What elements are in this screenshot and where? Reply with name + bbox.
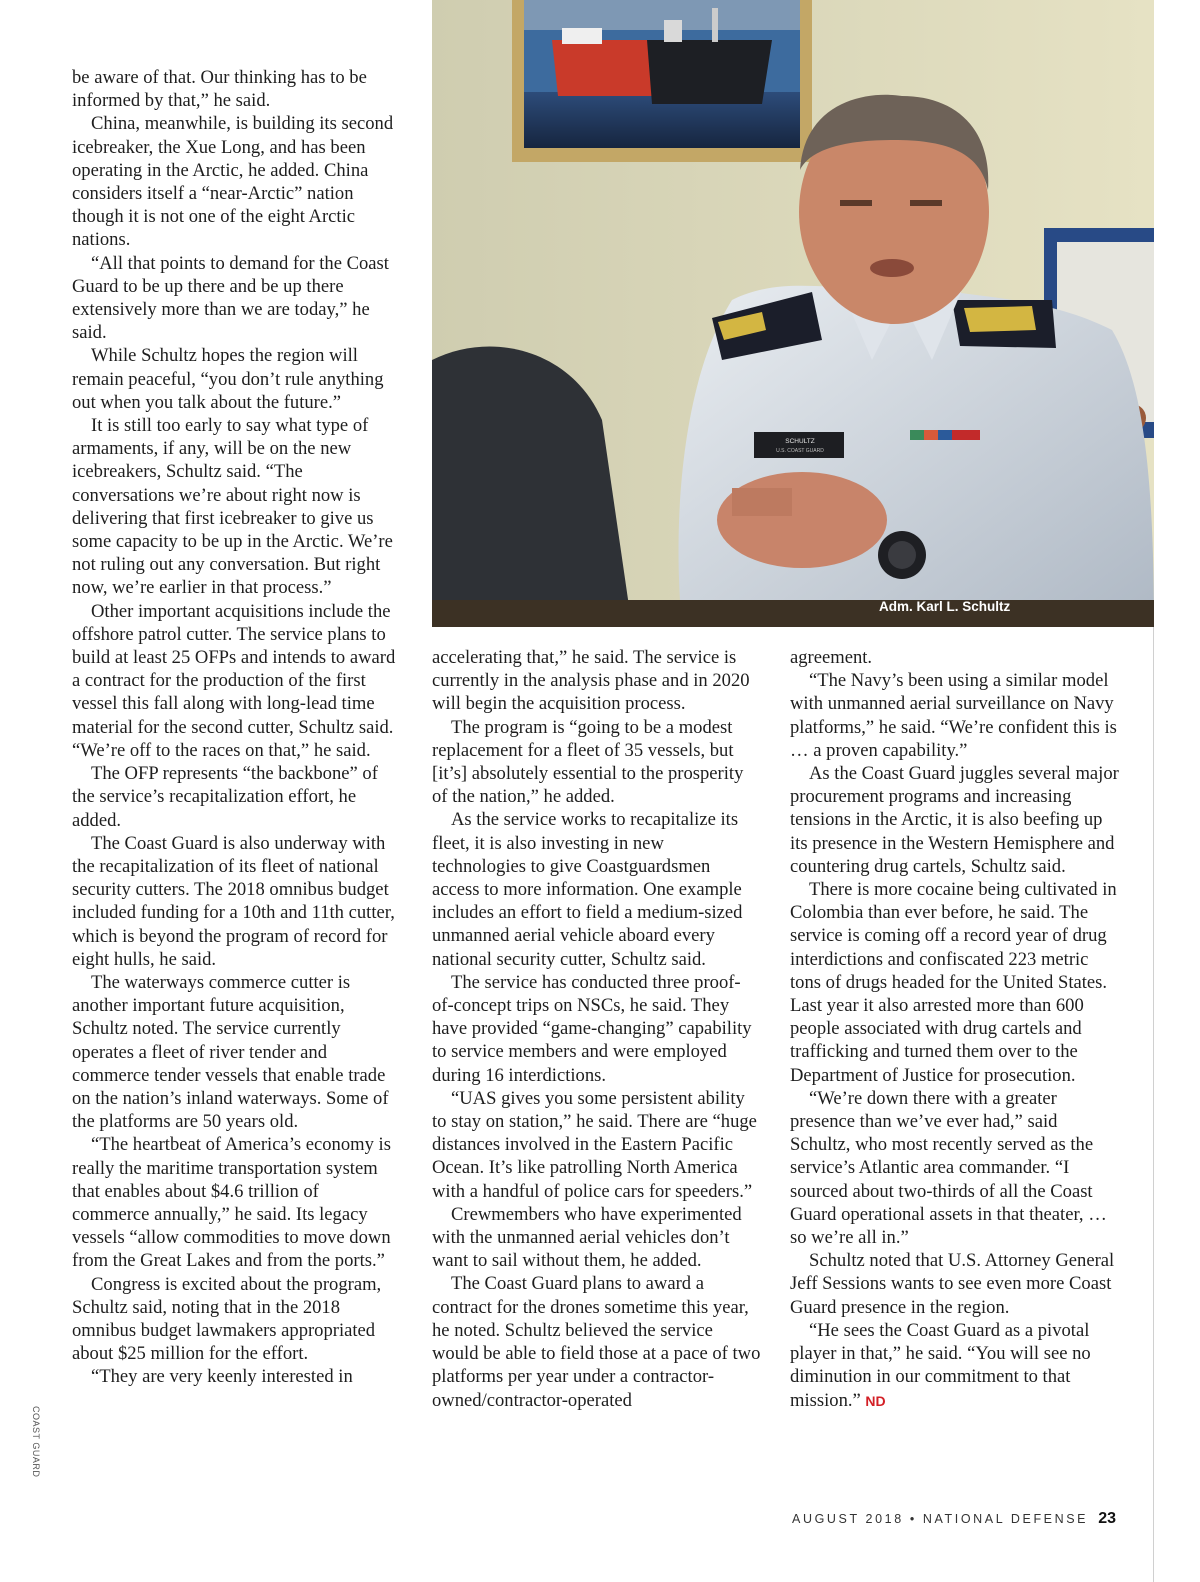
paragraph: The service has conducted three proof-of-concept trips on NSCs, he said. They have provided “game-changing” capability to service members and were employed during 16 interdictions. (432, 971, 752, 1086)
paragraph: While Schultz hopes the region will remain peaceful, “you don’t rule anything out when you talk about the future.” (72, 345, 384, 413)
paragraph: “They are very keenly interested in (91, 1366, 353, 1388)
paragraph: be aware of that. Our thinking has to be informed by that,” he said. (72, 67, 367, 112)
paragraph: The Coast Guard plans to award a contract for the drones sometime this year, he noted. Schultz believed the service would be able to field those at a pace of two platforms per year under a contractor-owned/contractor-operated (432, 1273, 761, 1411)
final-paragraph-text: “He sees the Coast Guard as a pivotal player in that,” he said. “You will see no diminution in our commitment to that mission.” (790, 1319, 1091, 1411)
name-tag-line2: U.S. COAST GUARD (776, 448, 824, 454)
photo-illustration (432, 0, 1154, 627)
paragraph: Schultz noted that U.S. Attorney General Jeff Sessions wants to see even more Coast Guard presence in the region. (790, 1250, 1115, 1318)
article-column-1 (72, 66, 399, 1389)
wall-painting (512, 0, 812, 162)
photo-adm-schultz (432, 0, 1154, 627)
article-column-3 (790, 646, 1120, 1413)
paragraph: There is more cocaine being cultivated in Colombia than ever before, he said. The service is coming off a record year of drug interdictions and confiscated 223 metric tons of drugs headed for the United States. Last year it also arrested more than 600 people associated with drug cartels and trafficking and turned them over to the Department of Justice for prosecution. (790, 879, 1117, 1086)
section-side-label: COAST GUARD (31, 1406, 41, 1478)
name-tag (754, 432, 844, 458)
footer-issue: AUGUST 2018 • NATIONAL DEFENSE (792, 1512, 1089, 1526)
paragraph (790, 1319, 1120, 1413)
paragraph: As the Coast Guard juggles several major procurement programs and increasing tensions in the Arctic, it is also beefing up its presence in the Western Hemisphere and countering drug cartels, Schultz said. (790, 763, 1119, 877)
paragraph: “We’re down there with a greater presence than we’ve ever had,” said Schultz, who most recently served as the service’s Atlantic area commander. “I sourced about two-thirds of all the Coast Guard operational assets in that theater, … so we’re all in.” (790, 1087, 1107, 1249)
paragraph: Other important acquisitions include the offshore patrol cutter. The service plans to build at least 25 OFPs and intends to award a contract for the production of the first vessel this fall along with long-lead time material for the second cutter, Schultz said. “We’re off to the races on that,” he said. (72, 600, 396, 761)
paragraph: “UAS gives you some persistent ability to stay on station,” he said. There are “huge distances involved in the Eastern Pacific Ocean. It’s like patrolling North America with a handful of police cars for speeders.” (432, 1087, 757, 1202)
page-number: 23 (1098, 1510, 1116, 1527)
paragraph: China, meanwhile, is building its second icebreaker, the Xue Long, and has been operating in the Arctic, he added. China considers itself a “near-Arctic” nation though it is not one of the eight Arctic nations. (72, 113, 394, 251)
clasped-hands (717, 472, 887, 568)
photo-caption: Adm. Karl L. Schultz (879, 599, 1011, 614)
ribbon-bars (910, 430, 980, 440)
paragraph: accelerating that,” he said. The service is currently in the analysis phase and in 2020 will begin the acquisition process. (432, 647, 750, 715)
paragraph: As the service works to recapitalize its fleet, it is also investing in new technologies to give Coastguardsmen access to more information. One example includes an effort to field a medium-sized unmanned aerial vehicle aboard every national security cutter, Schultz said. (432, 809, 743, 970)
paragraph: Congress is excited about the program, Schultz said, noting that in the 2018 omnibus budget lawmakers appropriated about $25 million for the effort. (72, 1273, 382, 1365)
end-mark: ND (865, 1392, 886, 1409)
table-edge (432, 600, 1154, 627)
paragraph: The OFP represents “the backbone” of the service’s recapitalization effort, he added. (72, 763, 378, 831)
paragraph: “The Navy’s been using a similar model with unmanned aerial surveillance on Navy platforms,” he said. “We’re confident this is … a proven capability.” (790, 670, 1117, 761)
paragraph: The Coast Guard is also underway with the recapitalization of its fleet of national security cutters. The 2018 omnibus budget included funding for a 10th and 11th cutter, which is beyond the program of record for eight hulls, he said. (72, 832, 395, 970)
paragraph: agreement. (790, 647, 873, 668)
paragraph: The waterways commerce cutter is another important future acquisition, Schultz noted. The service currently operates a fleet of river tender and commerce tender vessels that enable trade on the nation’s inland waterways. Some of the platforms are 50 years old. (72, 971, 389, 1133)
page-footer (792, 1510, 1116, 1528)
paragraph: Crewmembers who have experimented with the unmanned aerial vehicles don’t want to sail without them, he added. (432, 1203, 742, 1272)
article-column-2 (432, 646, 762, 1412)
paragraph: The program is “going to be a modest replacement for a fleet of 35 vessels, but [it’s] absolutely essential to the prosperity of the nation,” he added. (432, 716, 744, 808)
paragraph: It is still too early to say what type of armaments, if any, will be on the new icebreakers, Schultz said. “The conversations we’re about right now is delivering that first icebreaker to give us some capacity to be up in the Arctic. We’re not ruling out any conversation. But right now, we’re earlier in that process.” (72, 415, 393, 599)
paragraph: “The heartbeat of America’s economy is really the maritime transportation system that enables about $4.6 trillion of commerce annually,” he said. Its legacy vessels “allow commodities to move down from the Great Lakes and from the ports.” (72, 1134, 391, 1272)
paragraph: “All that points to demand for the Coast Guard to be up there and be up there extensively more than we are today,” he said. (72, 252, 389, 344)
name-tag-line1: SCHULTZ (785, 438, 815, 445)
